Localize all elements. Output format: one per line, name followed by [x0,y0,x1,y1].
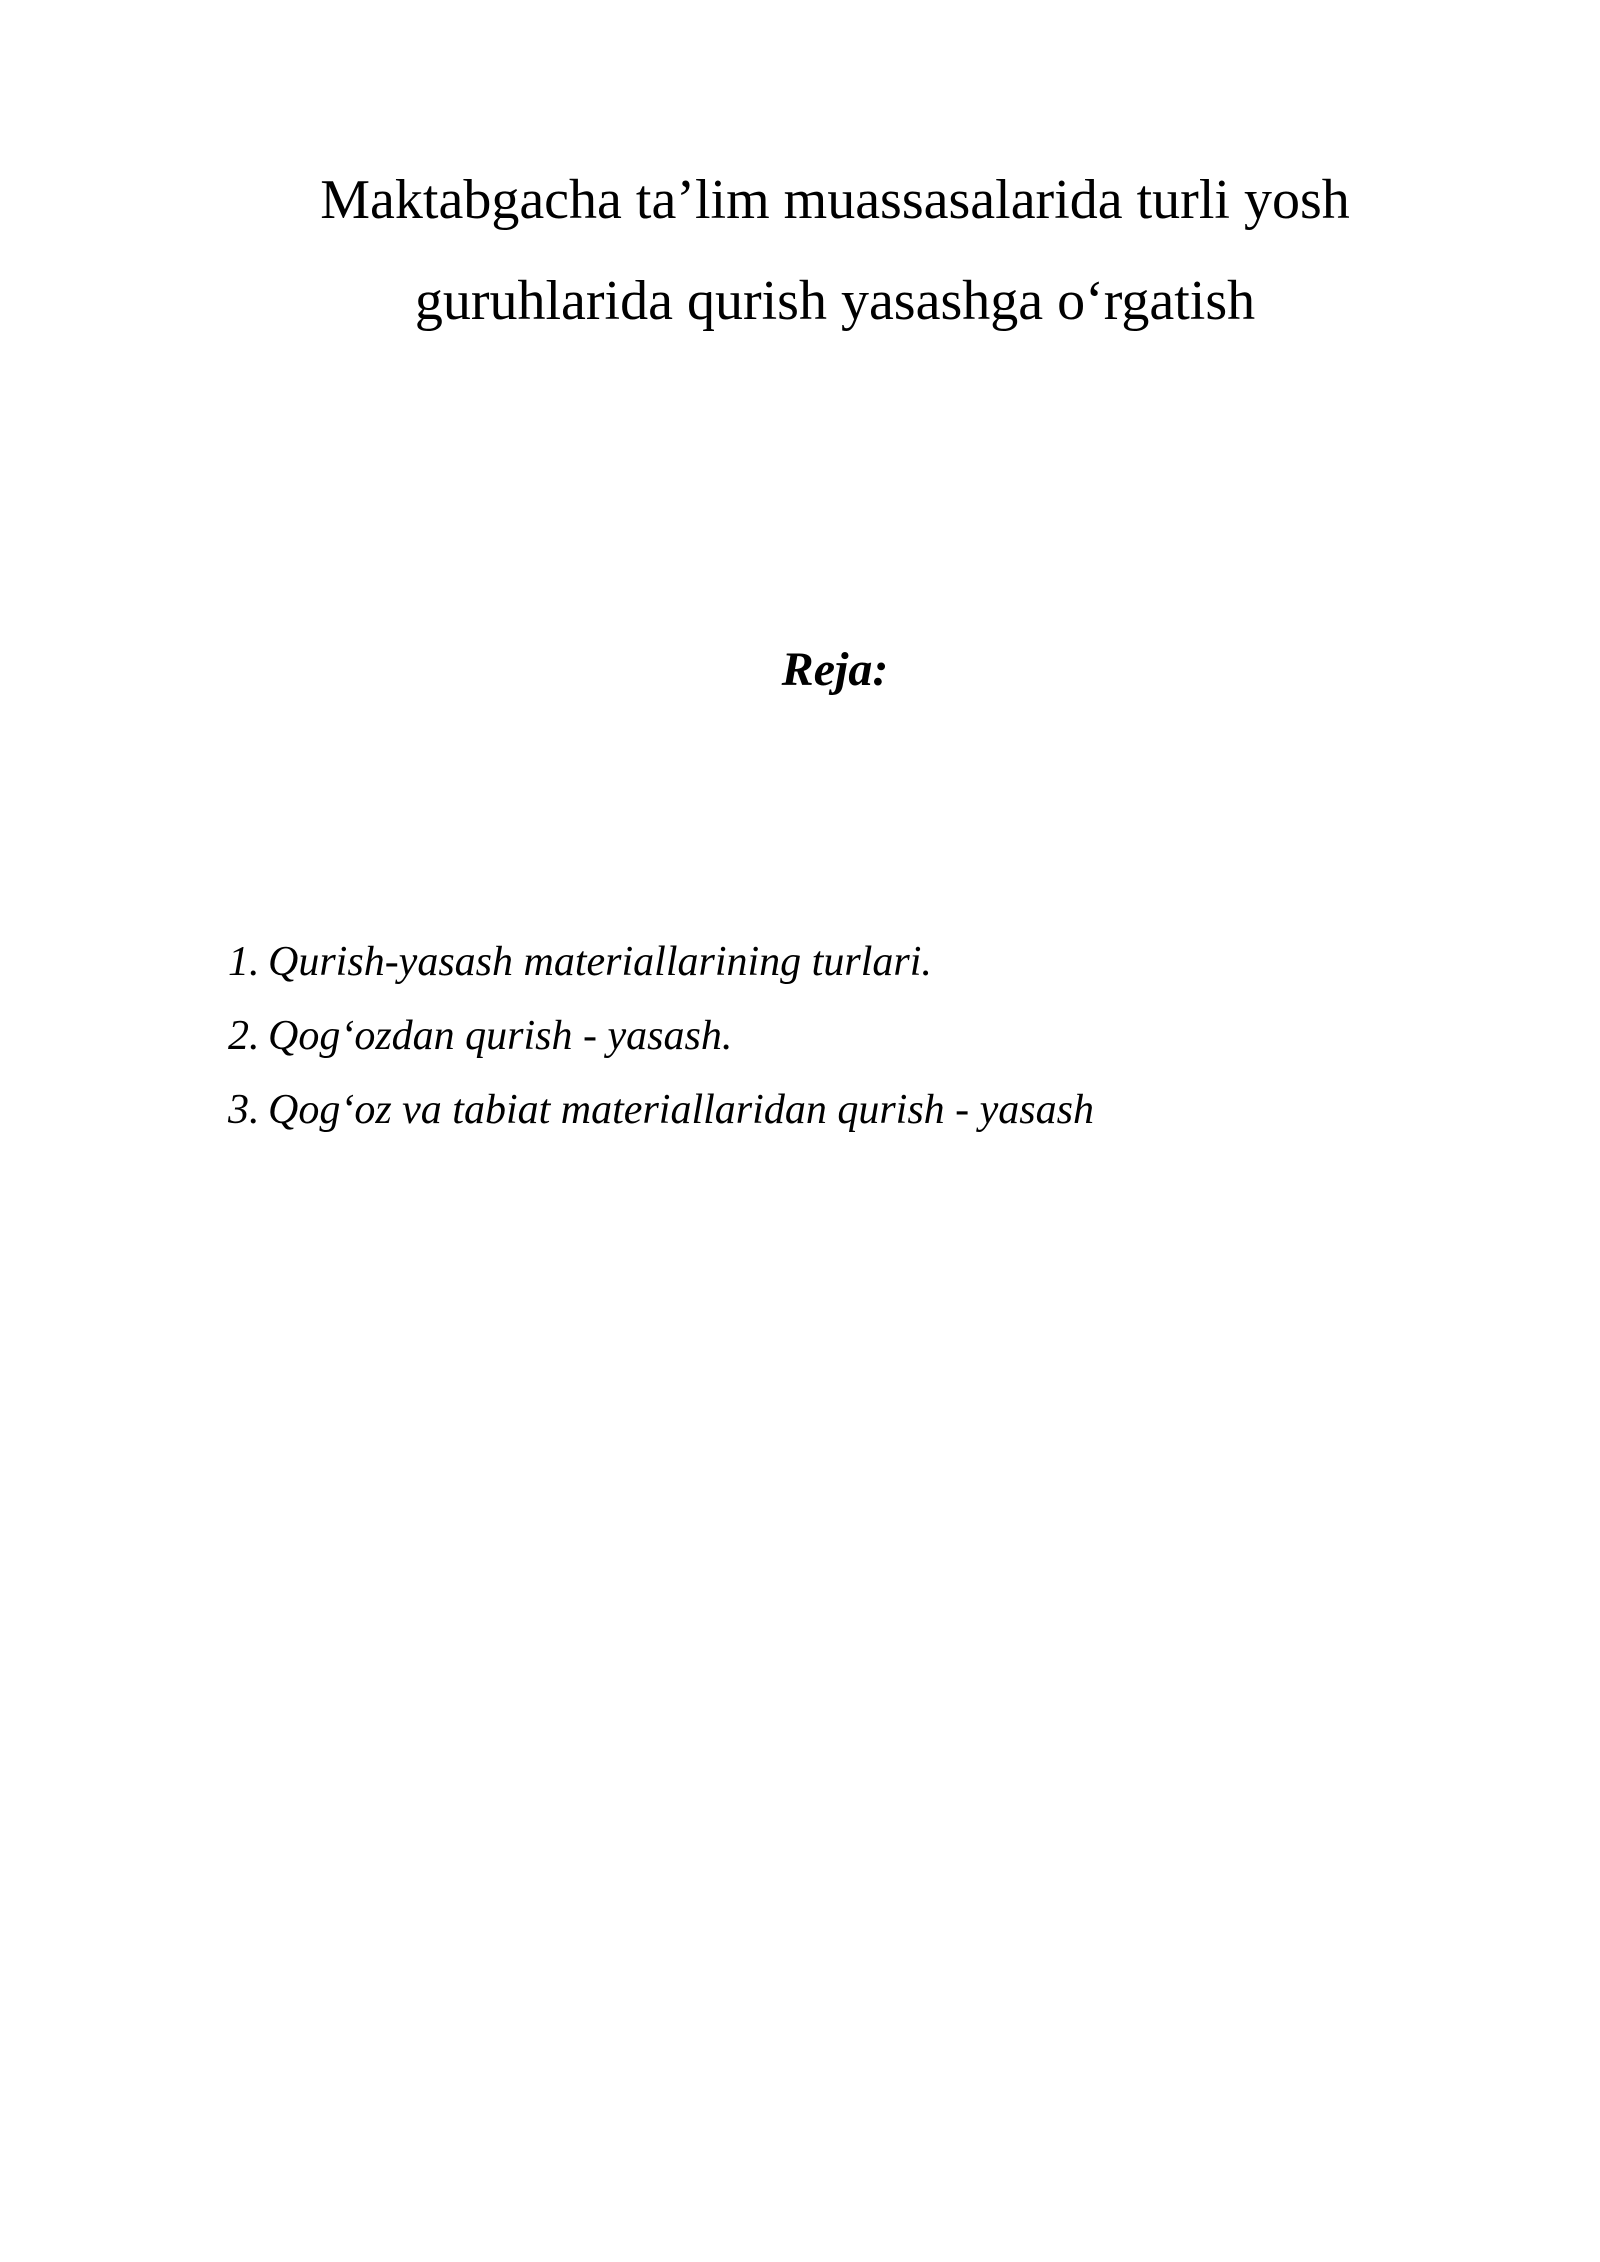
plan-item-text: Qog‘oz va tabiat materiallaridan qurish - yasash [268,1087,1094,1133]
title-line-2: guruhlarida qurish yasashga o‘rgatish [414,270,1256,332]
plan-item-number: 1. [228,939,260,985]
plan-item-number: 2. [228,1013,260,1059]
plan-item-text: Qurish-yasash materiallarining turlari. [268,939,932,985]
title-line-1: Maktabgacha ta’lim muassasalarida turli yosh [320,169,1350,231]
document-title [0,150,1600,352]
plan-item-number: 3. [228,1087,260,1133]
plan-item [228,925,1094,999]
plan-item-text: Qog‘ozdan qurish - yasash. [268,1013,733,1059]
plan-item [228,999,1094,1073]
plan-item [228,1073,1094,1147]
plan-heading: Reja: [781,643,889,696]
plan-list [228,925,1094,1147]
